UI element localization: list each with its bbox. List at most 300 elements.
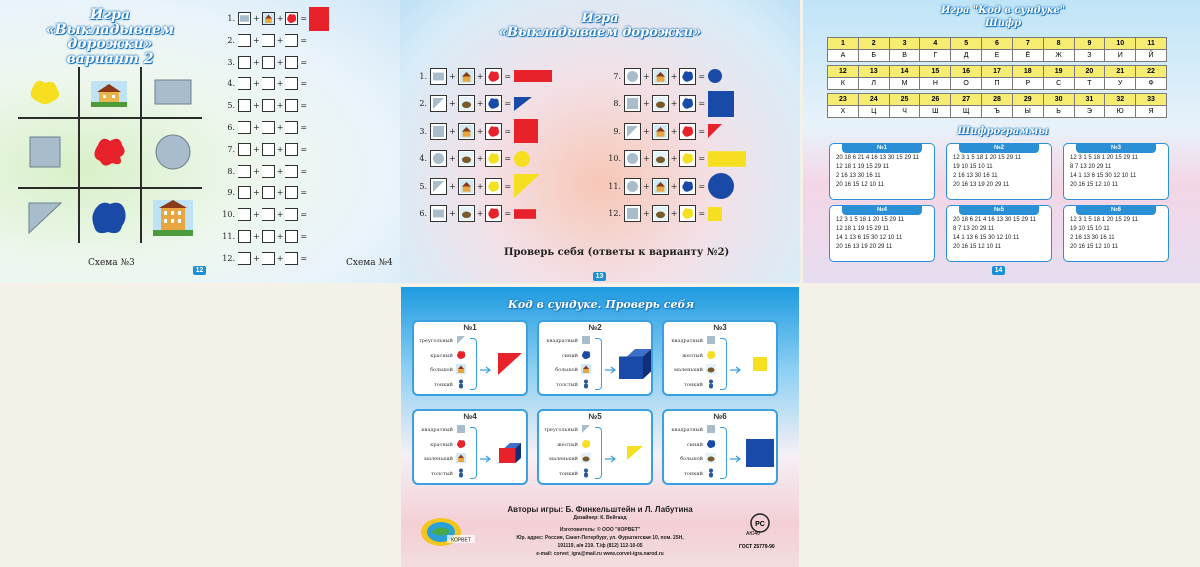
equals-sign: = [300,144,308,154]
color-box [485,150,502,167]
bracket [595,427,602,479]
result-shape [513,145,557,173]
bracket [470,427,477,479]
color-box [485,68,502,85]
shape-box [624,68,641,85]
shape-box [624,95,641,112]
plus-sign: + [476,71,484,81]
gray-circle-icon [146,127,200,177]
answer-box[interactable] [285,252,298,265]
plus-sign: + [670,181,678,191]
equals-sign: = [698,71,706,81]
cipher-line: 12 3 1 5 18 1 20 15 29 11 [953,155,1021,161]
address-line-2: 191119, а/я 219. Т./ф (812) 112-10-05 [557,543,643,549]
answer-row [414,200,557,228]
plus-sign: + [276,14,284,23]
row-number: 10. [222,210,235,220]
cipher-number: 24 [858,94,889,106]
attribute-icon [581,424,591,436]
answer-card-title: №4 [463,412,477,421]
maker: Изготовитель: © ООО "КОРВЕТ" [559,527,641,533]
attribute-row [543,379,591,391]
attribute-row [543,335,591,347]
attribute-icon [706,335,716,347]
row-number: 9. [613,126,621,136]
result-shape [497,352,523,380]
attribute-label: квадратный [671,338,703,344]
answer-box-filled[interactable] [238,12,251,25]
answer-box[interactable] [262,34,275,47]
cipher-letter: Э [1074,106,1105,118]
equation-row [222,208,309,221]
cipher-number: 17 [982,66,1013,78]
equals-sign: = [300,57,308,67]
cipher-letter: Е [982,50,1013,62]
cipher-messages-title: Шифрограммы [957,126,1049,137]
answer-box[interactable] [262,165,275,178]
color-box [679,205,696,222]
address-line-1: Юр. адрес: Россия, Санкт-Петербург, ул. Фурштатская 10, пом. 25Н, [516,535,684,541]
answer-row [608,172,751,200]
size-box [458,205,475,222]
cipher-card [829,143,935,200]
attribute-label: синий [686,441,703,448]
attribute-icon [581,439,591,451]
answer-card [537,320,653,396]
size-box [652,68,669,85]
plus-sign: + [476,99,484,108]
answer-box[interactable] [238,143,251,156]
arrow-icon [605,448,617,467]
answer-box[interactable] [285,56,298,69]
panel-check-answers [400,0,800,283]
shape-box [430,95,447,112]
answer-card-title: №2 [588,323,602,332]
cipher-number: 8 [1043,38,1074,50]
equation-row [222,12,329,25]
result-shape [707,200,751,228]
attribute-icon [456,335,466,347]
attribute-row [543,468,591,480]
attribute-icon [456,424,466,436]
equals-sign: = [300,253,308,263]
answer-box[interactable] [262,56,275,69]
plus-sign: + [670,99,678,108]
attribute-icon [456,364,466,376]
cipher-number: 22 [1136,66,1167,78]
answer-box[interactable] [285,143,298,156]
equation-row [222,143,309,156]
equals-sign: = [504,126,512,136]
answer-box[interactable] [262,186,275,199]
logo-text: КОРВЕТ [451,537,471,544]
panel4-title: Код в сундуке. Проверь себя [507,298,695,311]
answer-card-title: №5 [588,412,602,421]
plus-sign: + [276,166,284,176]
cipher-number: 29 [1012,94,1043,106]
equals-sign: = [504,154,512,163]
attribute-icon [706,439,716,451]
equation-row [222,165,309,178]
plus-sign: + [643,154,650,163]
grid-line [18,187,202,189]
cipher-number: 26 [920,94,951,106]
answer-box[interactable] [285,165,298,178]
attribute-label: тонкий [559,470,578,477]
result-shape [513,62,557,90]
result-shape [513,90,557,118]
cipher-letter: О [951,78,982,90]
equals-sign: = [504,181,512,191]
title-line: Игра [90,7,130,23]
attribute-label: маленький [549,456,578,462]
plus-sign: + [253,57,260,67]
row-number: 3. [227,57,235,67]
cipher-number: 20 [1074,66,1105,78]
cipher-number: 21 [1105,66,1136,78]
size-box [458,150,475,167]
cipher-letter: Ё [1012,50,1043,62]
attribute-icon [581,453,591,465]
cipher-letter: Ы [1012,106,1043,118]
size-box [652,178,669,195]
cipher-number: 4 [920,38,951,50]
row-number: 5. [419,181,427,191]
panel1-title [20,8,200,67]
answer-box[interactable] [285,34,298,47]
answer-box[interactable] [285,121,298,134]
plus-sign: + [670,126,678,136]
cipher-letter: Л [858,78,889,90]
attribute-label: треугольный [418,338,453,344]
plus-sign: + [253,123,260,132]
attribute-icon [456,350,466,362]
attribute-row [668,468,716,480]
plus-sign: + [643,126,650,136]
plus-sign: + [449,71,456,81]
cipher-card-title: №3 [1076,144,1156,153]
check-yourself-caption: Проверь себя (ответы к варианту №2) [504,247,730,258]
equals-sign: = [504,209,512,218]
attribute-row [418,453,466,465]
shape-box [624,123,641,140]
attribute-icon [456,453,466,465]
cipher-number: 3 [889,38,920,50]
plus-sign: + [276,210,284,220]
answer-box[interactable] [238,77,251,90]
plus-sign: + [253,188,260,198]
plus-sign: + [276,79,284,89]
color-box [679,95,696,112]
result-shape [707,172,751,200]
equation-row [222,186,309,199]
equals-sign: = [504,99,512,108]
row-number: 10. [608,154,621,163]
cipher-line: 14 1 13 6 15 30 12 10 11 [1070,173,1137,179]
cipher-line: 12 3 1 5 18 1 20 15 29 11 [1070,217,1138,223]
cipher-card [1063,205,1169,262]
row-number: 1. [419,71,427,81]
answer-box[interactable] [238,230,251,243]
result-shape [513,117,557,145]
scheme3-caption: Схема №3 [88,258,135,268]
cipher-number-row [828,66,1167,78]
row-number: 4. [227,79,235,89]
equals-sign: = [698,209,706,218]
answer-box[interactable] [262,208,275,221]
gray-triangle-icon [18,193,72,243]
answer-box[interactable] [262,143,275,156]
panel3-subtitle: Шифр [985,18,1021,29]
cipher-letter: К [828,78,859,90]
attribute-icon [456,439,466,451]
cipher-line: 20 18 6 21 4 16 13 30 15 29 11 [836,155,919,161]
answer-box[interactable] [238,121,251,134]
color-box [485,205,502,222]
attribute-row [418,379,466,391]
row-number: 11. [222,232,235,241]
shape-box [624,150,641,167]
answer-box[interactable] [285,186,298,199]
answer-box-filled[interactable] [285,12,298,25]
row-number: 2. [419,99,427,108]
result-shape [707,62,751,90]
equals-sign: = [698,126,706,136]
cipher-number: 27 [951,94,982,106]
cipher-line: 20 16 13 19 20 29 11 [953,182,1010,188]
row-number: 8. [613,99,621,108]
attribute-icon [456,468,466,480]
panel2-title [490,12,710,39]
attribute-label: треугольный [543,427,578,433]
cipher-number: 28 [982,94,1013,106]
row-number: 7. [613,71,621,81]
page-number: 13 [593,272,606,281]
equals-sign: = [300,79,308,89]
plus-sign: + [643,209,650,218]
attribute-label: красный [430,352,453,359]
row-number: 7. [227,144,235,154]
attribute-row [668,335,716,347]
result-shape [752,356,768,376]
attribute-label: желтый [682,352,703,359]
result-red-rectangle [309,12,329,25]
attribute-label: синий [561,352,578,359]
equals-sign: = [504,71,512,81]
arrow-icon [480,448,492,467]
size-box [652,123,669,140]
cipher-letter-row [828,50,1167,62]
answer-row [414,62,557,90]
row-number: 3. [419,126,427,136]
answer-row [608,90,751,118]
answer-box-filled[interactable] [262,12,275,25]
page-number: 12 [193,266,206,275]
bracket [720,427,727,479]
row-number: 4. [419,154,427,163]
size-box [652,150,669,167]
cipher-card [829,205,935,262]
plus-sign: + [276,35,284,45]
answer-box[interactable] [238,34,251,47]
attribute-icon [706,379,716,391]
attribute-icon [456,379,466,391]
authors: Авторы игры: Б. Финкельштейн и Л. Лабутина [507,505,693,514]
answer-box[interactable] [238,252,251,265]
plus-sign: + [276,232,284,241]
answer-box[interactable] [285,208,298,221]
shape-box [430,205,447,222]
answer-box[interactable] [285,230,298,243]
cipher-letter: П [982,78,1013,90]
title-line: «Выкладываем дорожки» [45,21,175,53]
attribute-icon [706,350,716,362]
plus-sign: + [476,209,484,218]
cipher-letter: Й [1136,50,1167,62]
cipher-card [946,205,1052,262]
answer-box[interactable] [262,121,275,134]
cipher-letter: Ш [920,106,951,118]
equals-sign: = [300,210,308,220]
answer-row [608,117,751,145]
answer-box[interactable] [262,230,275,243]
answer-card [662,409,778,485]
plus-sign: + [276,101,284,111]
plus-sign: + [276,144,284,154]
cipher-card-title: №4 [842,206,922,215]
cipher-number: 25 [889,94,920,106]
attribute-label: тонкий [684,381,703,388]
answer-box[interactable] [238,56,251,69]
plus-sign: + [276,188,284,198]
row-number: 8. [227,166,235,176]
designer: Дизайнер: К. Вейганд [573,515,627,521]
answer-box[interactable] [262,252,275,265]
grid-line [140,67,142,243]
answer-box[interactable] [238,99,251,112]
answer-card-title: №6 [713,412,727,421]
cipher-letter: Ю [1105,106,1136,118]
plus-sign: + [449,209,456,218]
cipher-number: 9 [1074,38,1105,50]
answer-box[interactable] [285,99,298,112]
plus-sign: + [449,126,456,136]
result-shape [513,200,557,228]
plus-sign: + [449,99,456,108]
answer-box[interactable] [238,186,251,199]
answer-card [537,409,653,485]
cipher-letter: В [889,50,920,62]
attribute-row [418,364,466,376]
row-number: 9. [227,188,235,198]
yellow-blob-icon [18,67,72,117]
cipher-letter: Г [920,50,951,62]
cipher-letter: С [1043,78,1074,90]
answer-row [414,90,557,118]
blue-blob-icon [82,193,136,243]
shape-box [430,178,447,195]
cipher-line: 8 7 13 20 29 11 [1070,164,1112,170]
answer-row [414,172,557,200]
attribute-label: маленький [674,367,703,373]
svg-text:PC: PC [755,521,765,528]
cipher-letter: Н [920,78,951,90]
answer-box[interactable] [262,99,275,112]
cipher-line: 12 18 1 19 15 29 11 [836,164,889,170]
attribute-label: толстый [556,381,578,388]
bracket [720,338,727,390]
cipher-line: 12 3 1 5 18 1 20 15 29 11 [836,217,904,223]
equals-sign: = [300,101,308,111]
cipher-line: 12 3 1 5 18 1 20 15 29 11 [1070,155,1138,161]
result-shape [499,443,521,467]
cipher-number-row [828,38,1167,50]
attribute-label: большой [430,367,453,373]
cipher-letter: У [1105,78,1136,90]
attribute-row [418,439,466,451]
answer-box[interactable] [238,165,251,178]
result-shape [707,117,751,145]
cipher-letter: Ж [1043,50,1074,62]
title-line: «Выкладываем дорожки» [498,24,702,40]
attribute-row [418,468,466,480]
plus-sign: + [276,123,284,132]
cipher-line: 2 16 13 30 16 11 [1070,235,1115,241]
cipher-line: 12 18 1 19 15 29 11 [836,226,889,232]
answer-box[interactable] [238,208,251,221]
answer-row [414,145,557,173]
certificate-code: АЮ40 [746,531,760,537]
plus-sign: + [643,181,650,191]
small-house-icon [82,67,136,117]
cipher-number: 31 [1074,94,1105,106]
arrow-icon [730,359,742,378]
attribute-label: маленький [424,456,453,462]
shape-box [624,178,641,195]
cipher-line: 14 1 13 6 15 30 12 10 11 [836,235,903,241]
bracket [470,338,477,390]
plus-sign: + [253,101,260,111]
cipher-line: 19 10 15 10 11 [953,164,993,170]
color-box [679,178,696,195]
cipher-card-title: №1 [842,144,922,153]
attribute-row [668,424,716,436]
cipher-letter: Ц [858,106,889,118]
answer-row [608,62,751,90]
shape-box [624,205,641,222]
cipher-letter: А [828,50,859,62]
answer-box[interactable] [262,77,275,90]
attribute-row [668,453,716,465]
cipher-card-title: №5 [959,206,1039,215]
size-box [458,68,475,85]
answer-card-title: №1 [463,323,477,332]
grid-line [18,117,202,119]
cipher-line: 20 16 15 12 10 11 [1070,182,1118,188]
cipher-line: 2 16 13 30 16 11 [836,173,881,179]
cipher-line: 8 7 13 20 29 11 [953,226,995,232]
attribute-icon [706,453,716,465]
plus-sign: + [253,35,260,45]
cipher-number: 6 [982,38,1013,50]
cipher-number: 14 [889,66,920,78]
cipher-number: 10 [1105,38,1136,50]
cipher-card-title: №2 [959,144,1039,153]
color-box [679,150,696,167]
answer-box[interactable] [285,77,298,90]
cipher-letter: Р [1012,78,1043,90]
cipher-number: 19 [1043,66,1074,78]
